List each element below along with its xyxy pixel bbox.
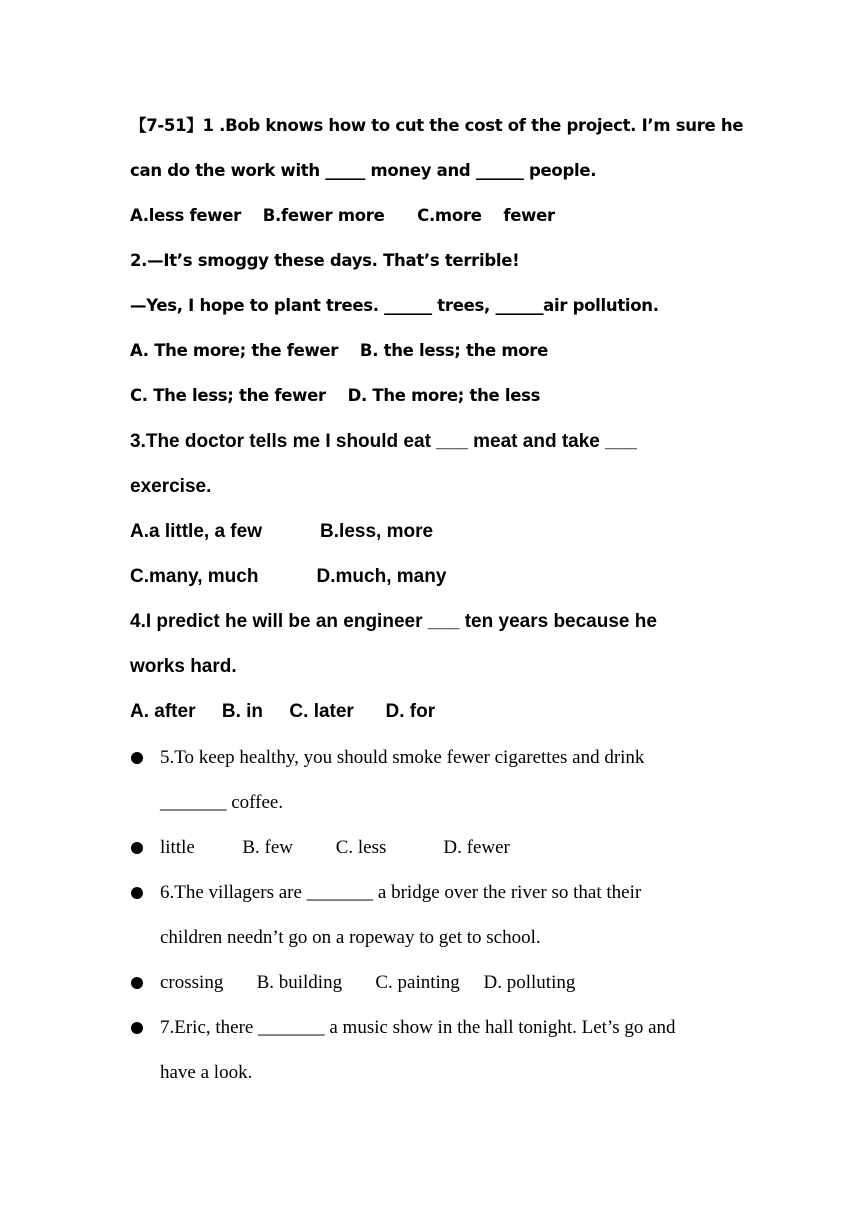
q1-options: A.less fewer B.fewer more C.more fewer [130, 206, 555, 225]
q2-options-ab: A. The more; the fewer B. the less; the more [130, 341, 549, 360]
q6-options: crossing B. building C. painting D. polluting [160, 972, 576, 993]
q5-stem-line-2: _______ coffee. [160, 792, 284, 813]
q1-stem-line-1: 【7-51】1 .Bob knows how to cut the cost of the project. I’m sure he [130, 116, 744, 135]
q4-options: A. after B. in C. later D. for [130, 701, 436, 722]
q2-stem-line-2: —Yes, I hope to plant trees. ______ trees, ______air pollution. [130, 296, 659, 315]
q4-stem-line-2: works hard. [130, 656, 237, 677]
q7-stem-line-2: have a look. [160, 1062, 253, 1083]
bullet-icon [131, 752, 143, 764]
bullet-icon [131, 977, 143, 989]
q2-stem-line-1: 2.—It’s smoggy these days. That’s terrible! [130, 251, 520, 270]
q4-stem-line-1: 4.I predict he will be an engineer ___ ten years because he [130, 611, 657, 632]
q3-stem-line-1: 3.The doctor tells me I should eat ___ meat and take ___ [130, 431, 637, 452]
q3-stem-line-2: exercise. [130, 476, 212, 497]
q5-stem-line-1: 5.To keep healthy, you should smoke fewer cigarettes and drink [160, 747, 645, 768]
q6-stem-line-1: 6.The villagers are _______ a bridge over the river so that their [160, 882, 642, 903]
bullet-icon [131, 1022, 143, 1034]
q7-stem-line-1: 7.Eric, there _______ a music show in the hall tonight. Let’s go and [160, 1017, 676, 1038]
bullet-icon [131, 887, 143, 899]
q3-options-ab: A.a little, a few B.less, more [130, 521, 434, 542]
q1-stem-line-2: can do the work with _____ money and ______ people. [130, 161, 597, 180]
q6-stem-line-2: children needn’t go on a ropeway to get to school. [160, 927, 541, 948]
q2-options-cd: C. The less; the fewer D. The more; the less [130, 386, 541, 405]
bullet-icon [131, 842, 143, 854]
q3-options-cd: C.many, much D.much, many [130, 566, 447, 587]
q5-options: little B. few C. less D. fewer [160, 837, 510, 858]
